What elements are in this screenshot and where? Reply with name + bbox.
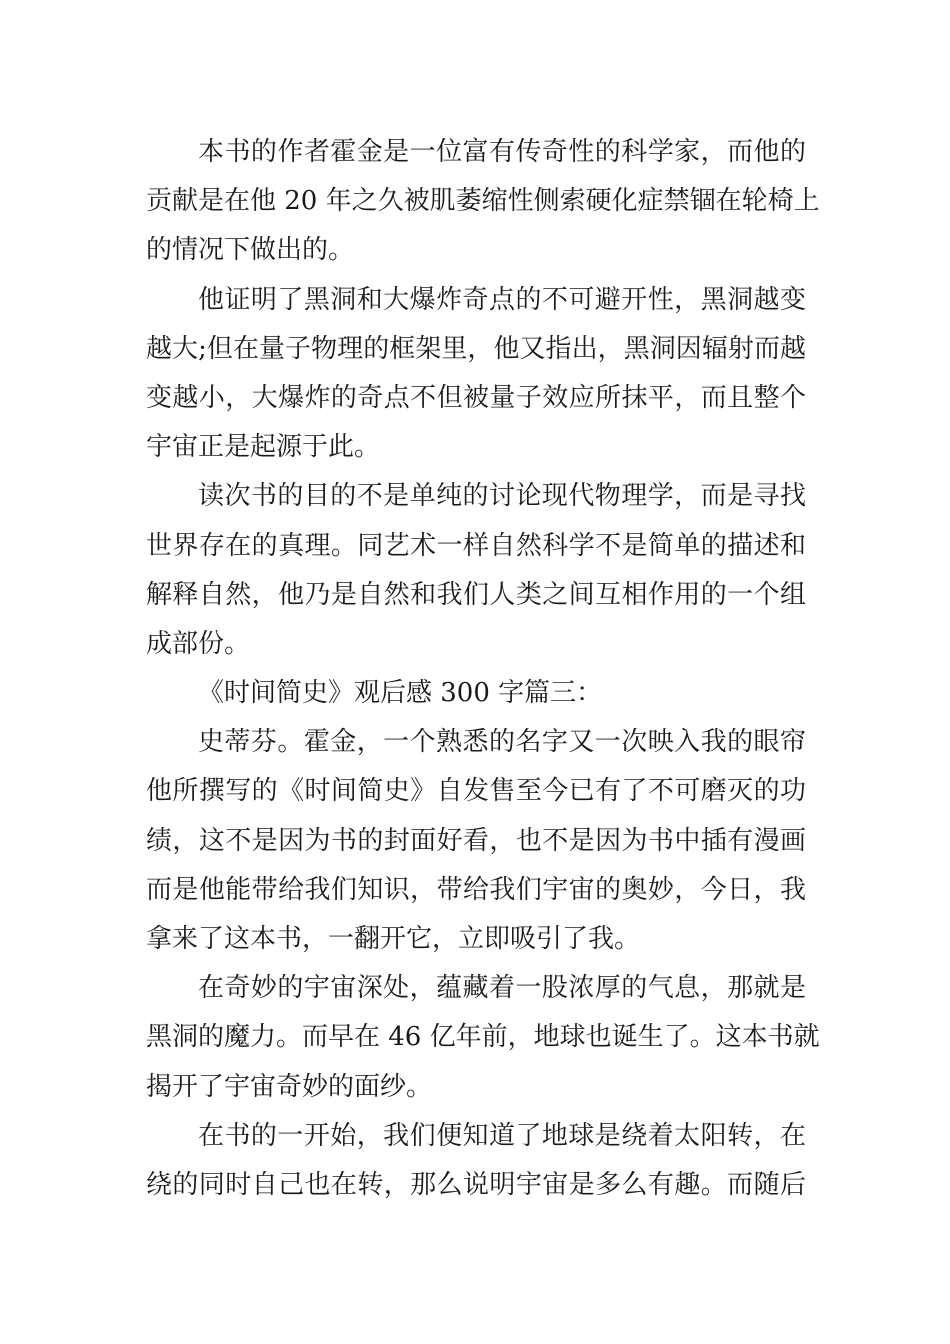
paragraph-line: 他证明了黑洞和大爆炸奇点的不可避开性，黑洞越变 (198, 284, 806, 315)
paragraph-line: 宇宙正是起源于此。 (146, 432, 381, 463)
paragraph-line: 史蒂芬。霍金，一个熟悉的名字又一次映入我的眼帘 (198, 727, 806, 758)
paragraph-line: 贡献是在他 20 年之久被肌萎缩性侧索硬化症禁锢在轮椅上 (146, 186, 820, 217)
document-body (146, 128, 820, 1210)
paragraph-7 (146, 1112, 806, 1210)
paragraph-line: 拿来了这本书，一翻开它，立即吸引了我。 (146, 924, 641, 954)
paragraph-line: 本书的作者霍金是一位富有传奇性的科学家，而他的 (198, 137, 806, 167)
paragraph-line: 黑洞的魔力。而早在 46 亿年前，地球也诞生了。这本书就 (146, 1022, 820, 1053)
paragraph-line: 成部份。 (146, 628, 251, 659)
paragraph-1 (146, 128, 820, 276)
paragraph-line: 在奇妙的宇宙深处，蕴藏着一股浓厚的气息，那就是 (198, 973, 806, 1004)
section-heading: 《时间简史》观后感 300 字篇三： (198, 678, 603, 709)
paragraph-3 (146, 472, 806, 669)
paragraph-line: 越大;但在量子物理的框架里，他又指出，黑洞因辐射而越 (146, 333, 806, 364)
paragraph-line: 而是他能带给我们知识，带给我们宇宙的奥妙，今日，我 (146, 874, 806, 905)
paragraph-line: 变越小，大爆炸的奇点不但被量子效应所抹平，而且整个 (146, 382, 806, 413)
paragraph-line: 绕的同时自己也在转，那么说明宇宙是多么有趣。而随后 (146, 1169, 806, 1200)
paragraph-line: 的情况下做出的。 (146, 235, 355, 266)
paragraph-line: 在书的一开始，我们便知道了地球是绕着太阳转，在 (198, 1120, 806, 1151)
paragraph-line: 绩，这不是因为书的封面好看，也不是因为书中插有漫画 (146, 825, 806, 856)
paragraph-5 (146, 718, 806, 964)
paragraph-line: 解释自然，他乃是自然和我们人类之间互相作用的一个组 (146, 579, 806, 610)
paragraph-2 (146, 276, 806, 473)
paragraph-line: 揭开了宇宙奇妙的面纱。 (146, 1071, 433, 1102)
paragraph-line: 他所撰写的《时间简史》自发售至今已有了不可磨灭的功 (146, 776, 806, 807)
paragraph-line: 世界存在的真理。同艺术一样自然科学不是简单的描述和 (146, 530, 806, 561)
paragraph-6 (146, 964, 820, 1112)
paragraph-line: 读次书的目的不是单纯的讨论现代物理学，而是寻找 (198, 481, 806, 512)
